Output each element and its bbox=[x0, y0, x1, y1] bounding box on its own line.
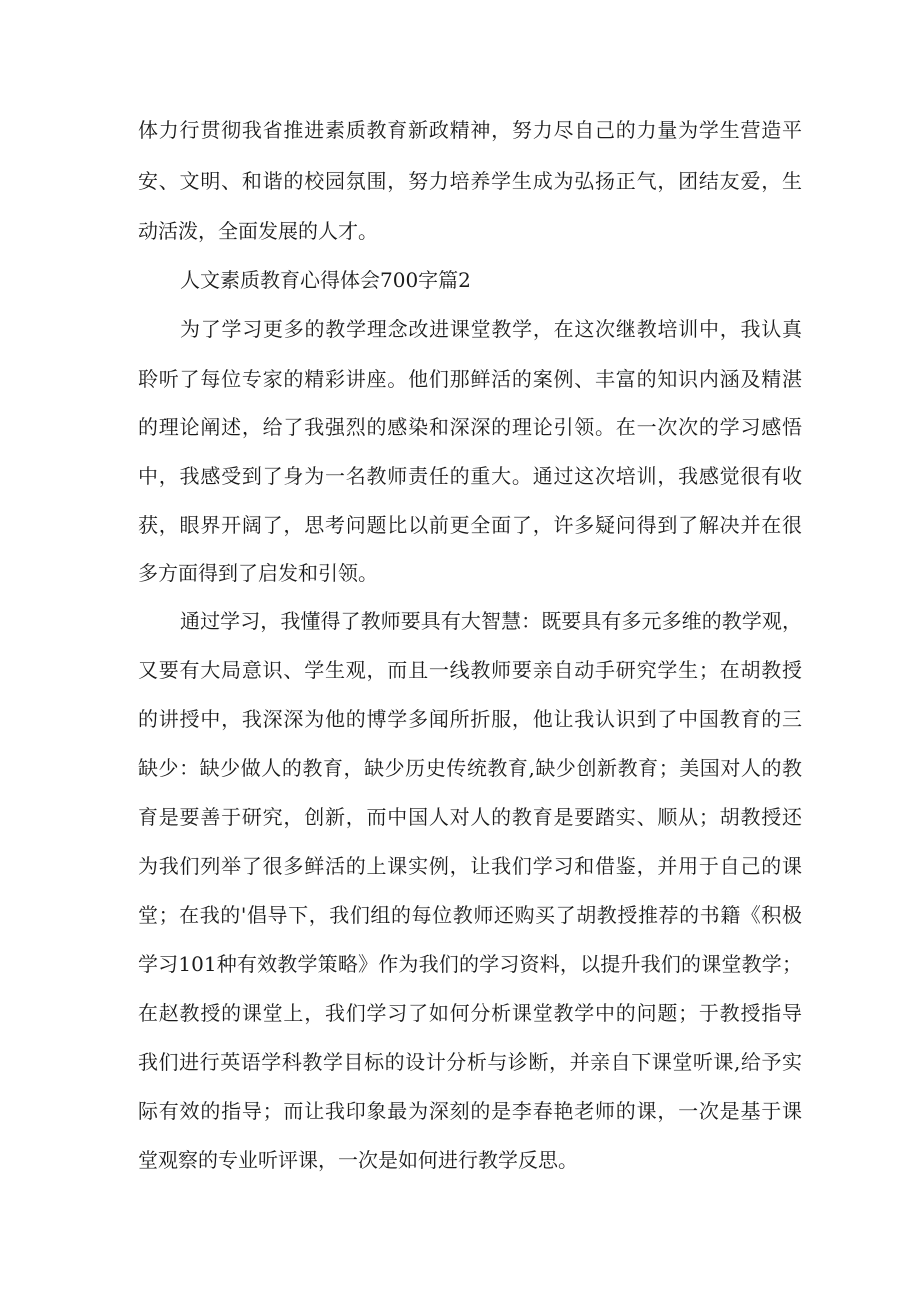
paragraph-3-line-11: 际有效的指导；而让我印象最为深刻的是李春艳老师的课，一次是基于课 bbox=[138, 1099, 802, 1123]
paragraph-1-line-3: 动活泼，全面发展的人才。 bbox=[138, 219, 378, 243]
paragraph-2-line-6: 多方面得到了启发和引领。 bbox=[138, 561, 378, 585]
paragraph-3-line-10: 我们进行英语学科教学目标的设计分析与诊断，并亲自下课堂听课,给予实 bbox=[138, 1050, 802, 1074]
paragraph-3-line-4: 缺少：缺少做人的教育，缺少历史传统教育,缺少创新教育；美国对人的教 bbox=[138, 756, 802, 780]
paragraph-1-line-2: 安、文明、和谐的校园氛围，努力培养学生成为弘扬正气，团结友爱，生 bbox=[138, 169, 802, 193]
paragraph-3-line-12: 堂观察的专业听评课，一次是如何进行教学反思。 bbox=[138, 1148, 578, 1172]
paragraph-1-line-1: 体力行贯彻我省推进素质教育新政精神，努力尽自己的力量为学生营造平 bbox=[138, 118, 802, 142]
paragraph-3-line-6: 为我们列举了很多鲜活的上课实例，让我们学习和借鉴，并用于自己的课 bbox=[138, 854, 802, 878]
paragraph-2-line-3: 的理论阐述，给了我强烈的感染和深深的理论引领。在一次次的学习感悟 bbox=[138, 415, 802, 439]
paragraph-2-line-4: 中，我感受到了身为一名教师责任的重大。通过这次培训，我感觉很有收 bbox=[138, 464, 802, 488]
paragraph-3-line-8: 学习101种有效教学策略》作为我们的学习资料，以提升我们的课堂教学； bbox=[138, 952, 802, 976]
paragraph-3-line-7: 堂；在我的'倡导下，我们组的每位教师还购买了胡教授推荐的书籍《积极 bbox=[138, 903, 802, 927]
paragraph-2-line-1: 为了学习更多的教学理念改进课堂教学，在这次继教培训中，我认真 bbox=[180, 317, 802, 341]
paragraph-3-line-9: 在赵教授的课堂上，我们学习了如何分析课堂教学中的问题；于教授指导 bbox=[138, 1001, 802, 1025]
paragraph-2-line-2: 聆听了每位专家的精彩讲座。他们那鲜活的案例、丰富的知识内涵及精湛 bbox=[138, 367, 802, 391]
paragraph-3-line-2: 又要有大局意识、学生观，而且一线教师要亲自动手研究学生；在胡教授 bbox=[138, 658, 802, 682]
section-heading: 人文素质教育心得体会700字篇2 bbox=[180, 268, 471, 292]
paragraph-3-line-1: 通过学习，我懂得了教师要具有大智慧：既要具有多元多维的教学观， bbox=[180, 609, 802, 633]
paragraph-3-line-3: 的讲授中，我深深为他的博学多闻所折服，他让我认识到了中国教育的三 bbox=[138, 707, 802, 731]
paragraph-3-line-5: 育是要善于研究，创新，而中国人对人的教育是要踏实、顺从；胡教授还 bbox=[138, 805, 802, 829]
paragraph-2-line-5: 获，眼界开阔了，思考问题比以前更全面了，许多疑问得到了解决并在很 bbox=[138, 513, 802, 537]
